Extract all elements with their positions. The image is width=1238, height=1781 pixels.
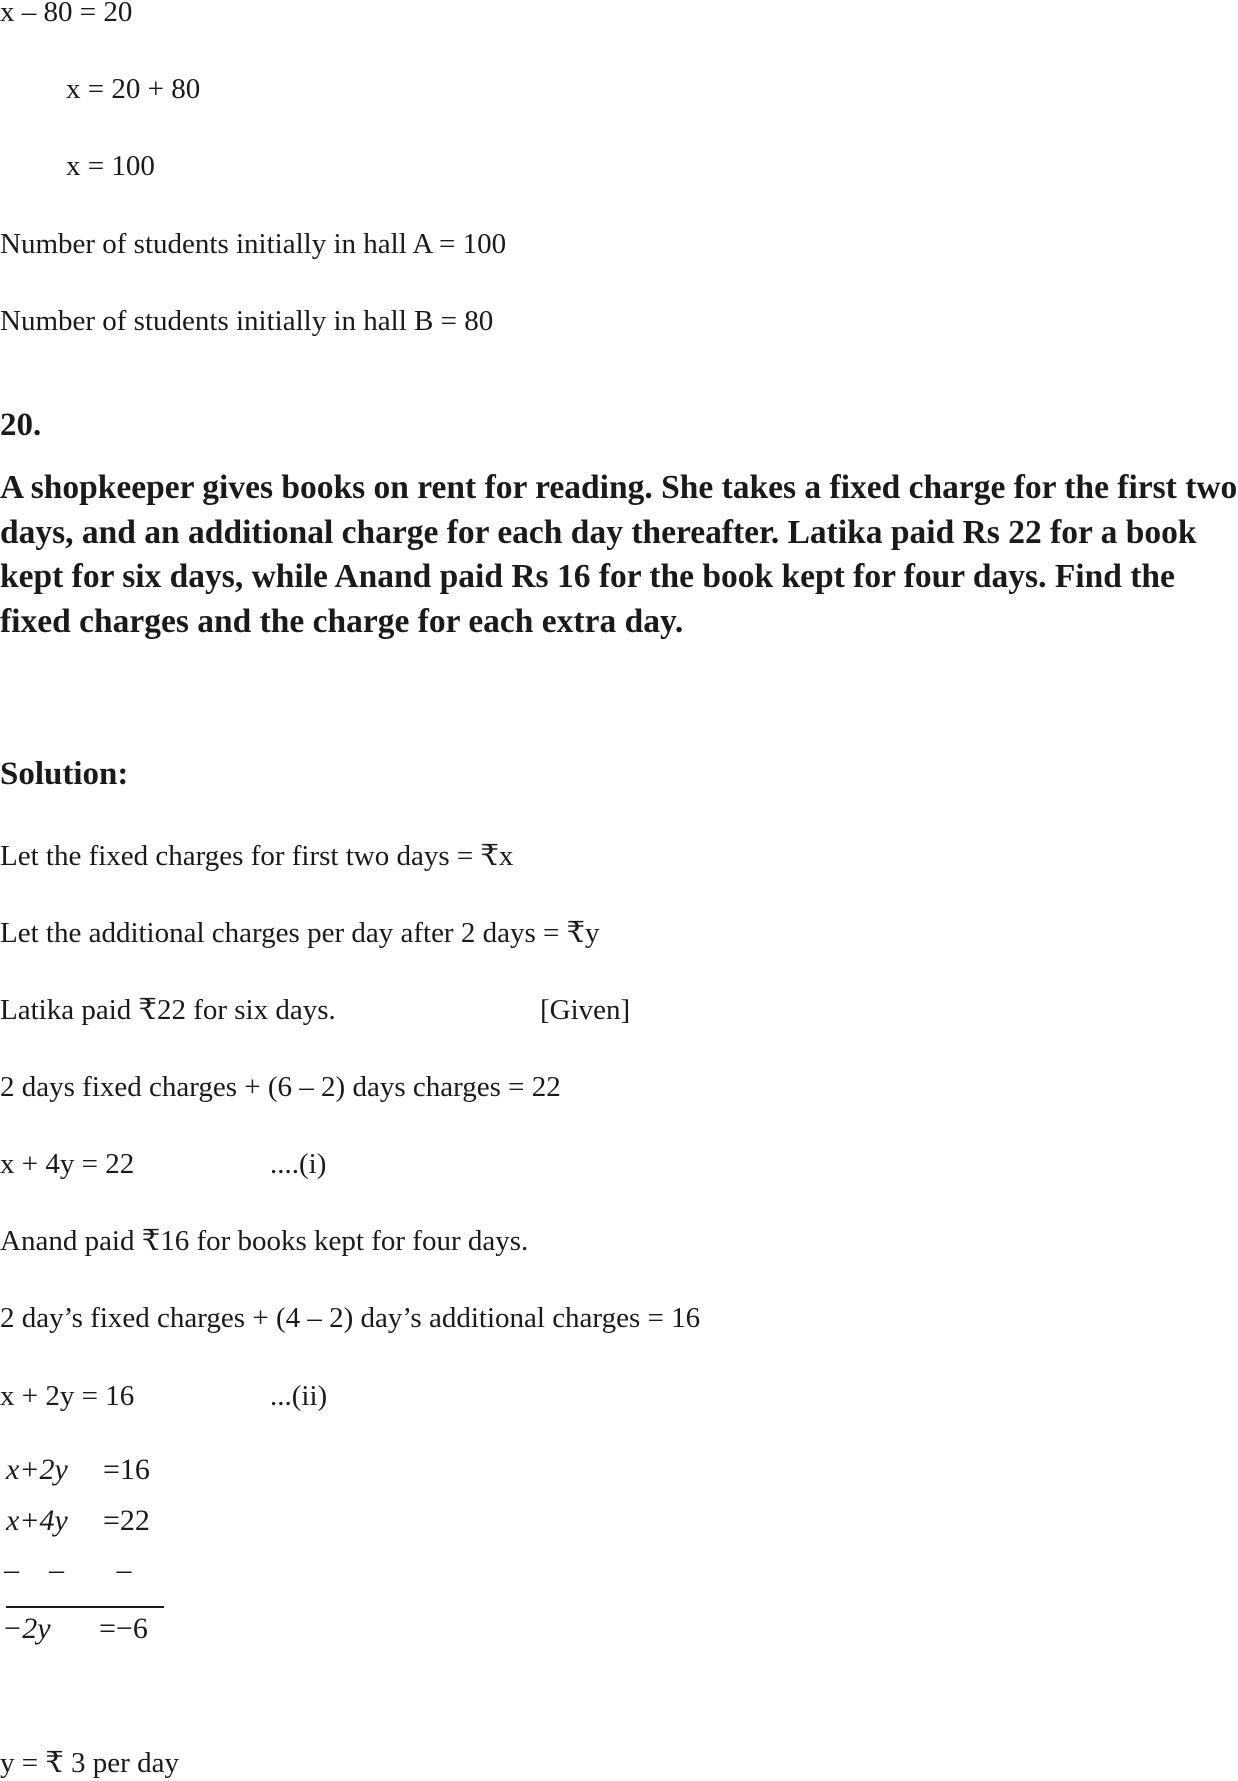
subtraction-result-lhs: −2y (2, 1612, 51, 1645)
anand-equation-words: 2 day’s fixed charges + (4 – 2) day’s additional charges = 16 (0, 1302, 701, 1334)
subtraction-row-1-lhs: x+2y (6, 1453, 68, 1486)
subtraction-row-2-rhs: =22 (103, 1504, 150, 1537)
solution-heading: Solution: (0, 756, 129, 792)
equation-step-1: x – 80 = 20 (0, 0, 133, 28)
let-additional-charge: Let the additional charges per day after 2 days = ₹y (0, 917, 600, 949)
subtraction-row-1-rhs: =16 (103, 1453, 150, 1486)
subtraction-signs: – – – (4, 1553, 132, 1586)
equation-step-3: x = 100 (66, 150, 155, 182)
subtraction-row-2-lhs: x+4y (6, 1504, 68, 1537)
equation-ii-tag: ...(ii) (270, 1380, 328, 1412)
subtraction-result-rhs: =−6 (99, 1612, 148, 1645)
given-note: [Given] (540, 994, 631, 1026)
question-text: A shopkeeper gives books on rent for reading. She takes a fixed charge for the first two days, and an additional charge for each day thereafter. Latika paid Rs 22 for a book kept for six days, while Anand paid Rs 16 for the book kept for four days. Find the fixed charges and the charge for each extra day. (0, 469, 1238, 640)
result-hall-b: Number of students initially in hall B = 80 (0, 305, 494, 337)
anand-statement: Anand paid ₹16 for books kept for four days. (0, 1225, 529, 1257)
equation-i: x + 4y = 22 (0, 1148, 135, 1180)
equation-i-tag: ....(i) (270, 1148, 327, 1180)
result-hall-a: Number of students initially in hall A = 100 (0, 228, 507, 260)
question-number: 20. (0, 407, 42, 443)
y-result: y = ₹ 3 per day (0, 1747, 179, 1779)
let-fixed-charge: Let the fixed charges for first two days = ₹x (0, 840, 514, 872)
latika-statement: Latika paid ₹22 for six days. (0, 994, 336, 1026)
equation-ii: x + 2y = 16 (0, 1380, 135, 1412)
latika-equation-words: 2 days fixed charges + (6 – 2) days charges = 22 (0, 1071, 561, 1103)
subtraction-rule (6, 1606, 164, 1608)
equation-step-2: x = 20 + 80 (66, 73, 201, 105)
